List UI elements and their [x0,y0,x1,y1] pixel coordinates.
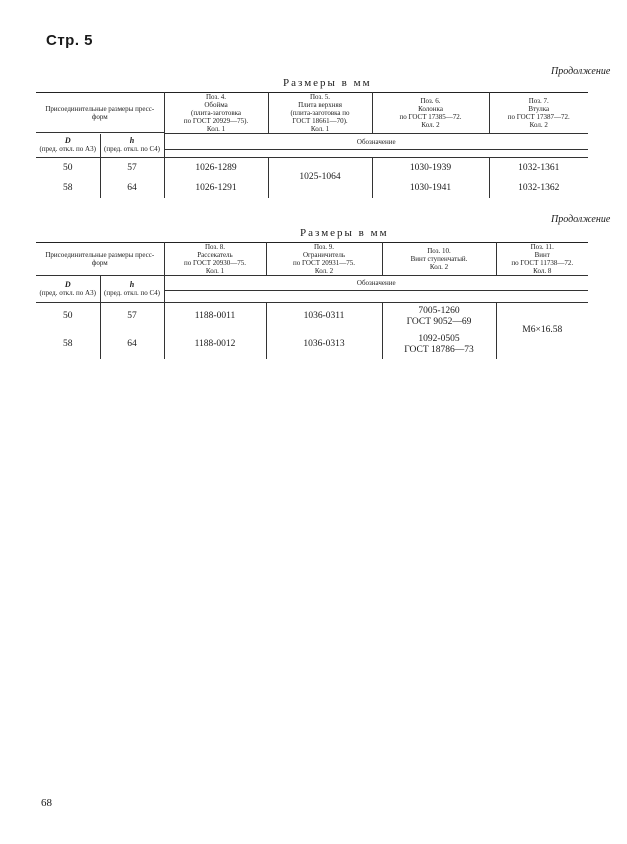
table-row: 50 57 1026-1289 1025-1064 1030-1939 1032-1361 [36,158,588,180]
col-d-header: D (пред. откл. по A3) [39,136,96,154]
footer-page-number: 68 [41,797,52,809]
group-header-2: Присоединительные размеры пресс-форм [36,243,164,276]
table-row: 58 64 1026-1291 1030-1941 1032-1362 [36,180,588,198]
table-row: 50 57 1188-0011 1036-0311 7005-1260 ГОСТ 9052—69 M6×16.58 [36,303,588,331]
dimensions-table-1 [36,92,588,198]
header-pos-4: Поз. 4. Обойма (плита-заготовка по ГОСТ 20929—75). Кол. 1 [164,93,268,134]
group-header: Присоединительные размеры пресс-форм [36,93,164,133]
page-label: Стр. 5 [46,32,94,49]
dimensions-table-2 [36,242,588,359]
continuation-label: Продолжение [551,66,611,77]
header-pos-7: Поз. 7. Втулка по ГОСТ 17387—72. Кол. 2 [489,93,588,134]
header-pos-11: Поз. 11. Винт по ГОСТ 11738—72. Кол. 8 [496,243,588,276]
col-d-header-2: D (пред. откл. по A3) [39,280,96,297]
header-pos-9: Поз. 9. Ограничитель по ГОСТ 20931—75. Кол. 2 [266,243,382,276]
header-pos-8: Поз. 8. Рассекатель по ГОСТ 20930—75. Кол. 1 [164,243,266,276]
header-pos-10: Поз. 10. Винт ступенчатый. Кол. 2 [382,243,496,276]
designation-label-2: Обозначение [164,276,588,291]
table-caption-2: Размеры в мм [300,227,389,239]
header-pos-6: Поз. 6. Колонка по ГОСТ 17385—72. Кол. 2 [372,93,489,134]
designation-label: Обозначение [164,134,588,150]
continuation-label-2: Продолжение [551,214,611,225]
col-h-header: h (пред. откл. по C4) [100,134,164,158]
table-row: 58 64 1188-0012 1036-0313 1092-0505 ГОСТ 18786—73 [36,331,588,359]
header-pos-5: Поз. 5. Плита верхняя (плита-заготовка по ГОСТ 18661—70). Кол. 1 [268,93,372,134]
table-caption: Размеры в мм [283,77,372,89]
col-h-header-2: h (пред. откл. по C4) [100,276,164,303]
